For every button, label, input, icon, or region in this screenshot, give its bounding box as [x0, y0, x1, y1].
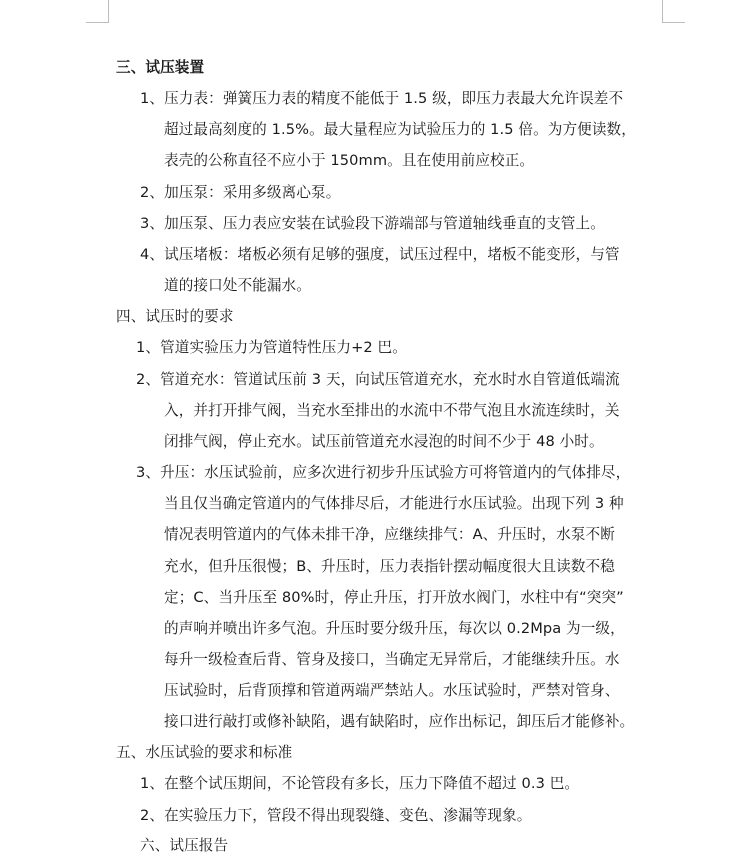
paragraph-line: 1、压力表：弹簧压力表的精度不能低于 1.5 级，即压力表最大允许误差不	[140, 90, 624, 107]
paragraph-line: 3、升压：水压试验前，应多次进行初步升压试验方可将管道内的气体排尽，	[136, 464, 631, 481]
paragraph-line: 的声响并喷出许多气泡。升压时要分级升压，每次以 0.2Mpa 为一级，	[164, 620, 625, 637]
paragraph-line: 每升一级检查后背、管身及接口，当确定无异常后，才能继续升压。水	[164, 651, 620, 668]
paragraph-line: 接口进行敲打或修补缺陷，遇有缺陷时，应作出标记，卸压后才能修补。	[164, 713, 635, 730]
paragraph-line: 当且仅当确定管道内的气体排尽后，才能进行水压试验。出现下列 3 种	[164, 495, 624, 512]
paragraph-line: 1、在整个试压期间，不论管段有多长，压力下降值不超过 0.3 巴。	[140, 775, 580, 792]
paragraph-line: 1、管道实验压力为管道特性压力+2 巴。	[136, 339, 407, 356]
section-heading-6: 六、试压报告	[140, 837, 229, 854]
paragraph-line: 4、试压堵板：堵板必须有足够的强度，试压过程中，堵板不能变形，与管	[140, 246, 620, 263]
section-heading-5: 五、水压试验的要求和标准	[116, 744, 293, 761]
paragraph-line: 闭排气阀，停止充水。试压前管道充水浸泡的时间不少于 48 小时。	[164, 433, 604, 450]
paragraph-line: 充水，但升压很慢；B、升压时，压力表指针摆动幅度很大且读数不稳	[164, 558, 615, 575]
paragraph-line: 3、加压泵、压力表应安装在试验段下游端部与管道轴线垂直的支管上。	[140, 215, 605, 232]
paragraph-line: 入，并打开排气阀，当充水至排出的水流中不带气泡且水流连续时，关	[164, 402, 620, 419]
paragraph-line: 2、加压泵：采用多级离心泵。	[140, 184, 341, 201]
paragraph-line: 情况表明管道内的气体未排干净，应继续排气：A、升压时，水泵不断	[164, 526, 615, 543]
paragraph-line: 2、在实验压力下，管段不得出现裂缝、变色、渗漏等现象。	[140, 807, 532, 824]
top-right-margin-mark	[662, 0, 685, 23]
paragraph-line: 2、管道充水：管道试压前 3 天，向试压管道充水，充水时水自管道低端流	[136, 371, 620, 388]
section-heading-3: 三、试压装置	[116, 59, 205, 76]
paragraph-line: 压试验时，后背顶撑和管道两端严禁站人。水压试验时，严禁对管身、	[164, 682, 620, 699]
paragraph-line: 超过最高刻度的 1.5%。最大量程应为试验压力的 1.5 倍。为方便读数，	[164, 121, 636, 138]
paragraph-line: 表壳的公称直径不应小于 150mm。且在使用前应校正。	[164, 152, 535, 169]
section-heading-4: 四、试压时的要求	[116, 308, 234, 325]
top-left-margin-mark	[86, 0, 109, 23]
paragraph-line: 道的接口处不能漏水。	[164, 277, 311, 294]
paragraph-line: 定；C、当升压至 80%时，停止升压，打开放水阀门，水柱中有“突突”	[164, 589, 624, 606]
